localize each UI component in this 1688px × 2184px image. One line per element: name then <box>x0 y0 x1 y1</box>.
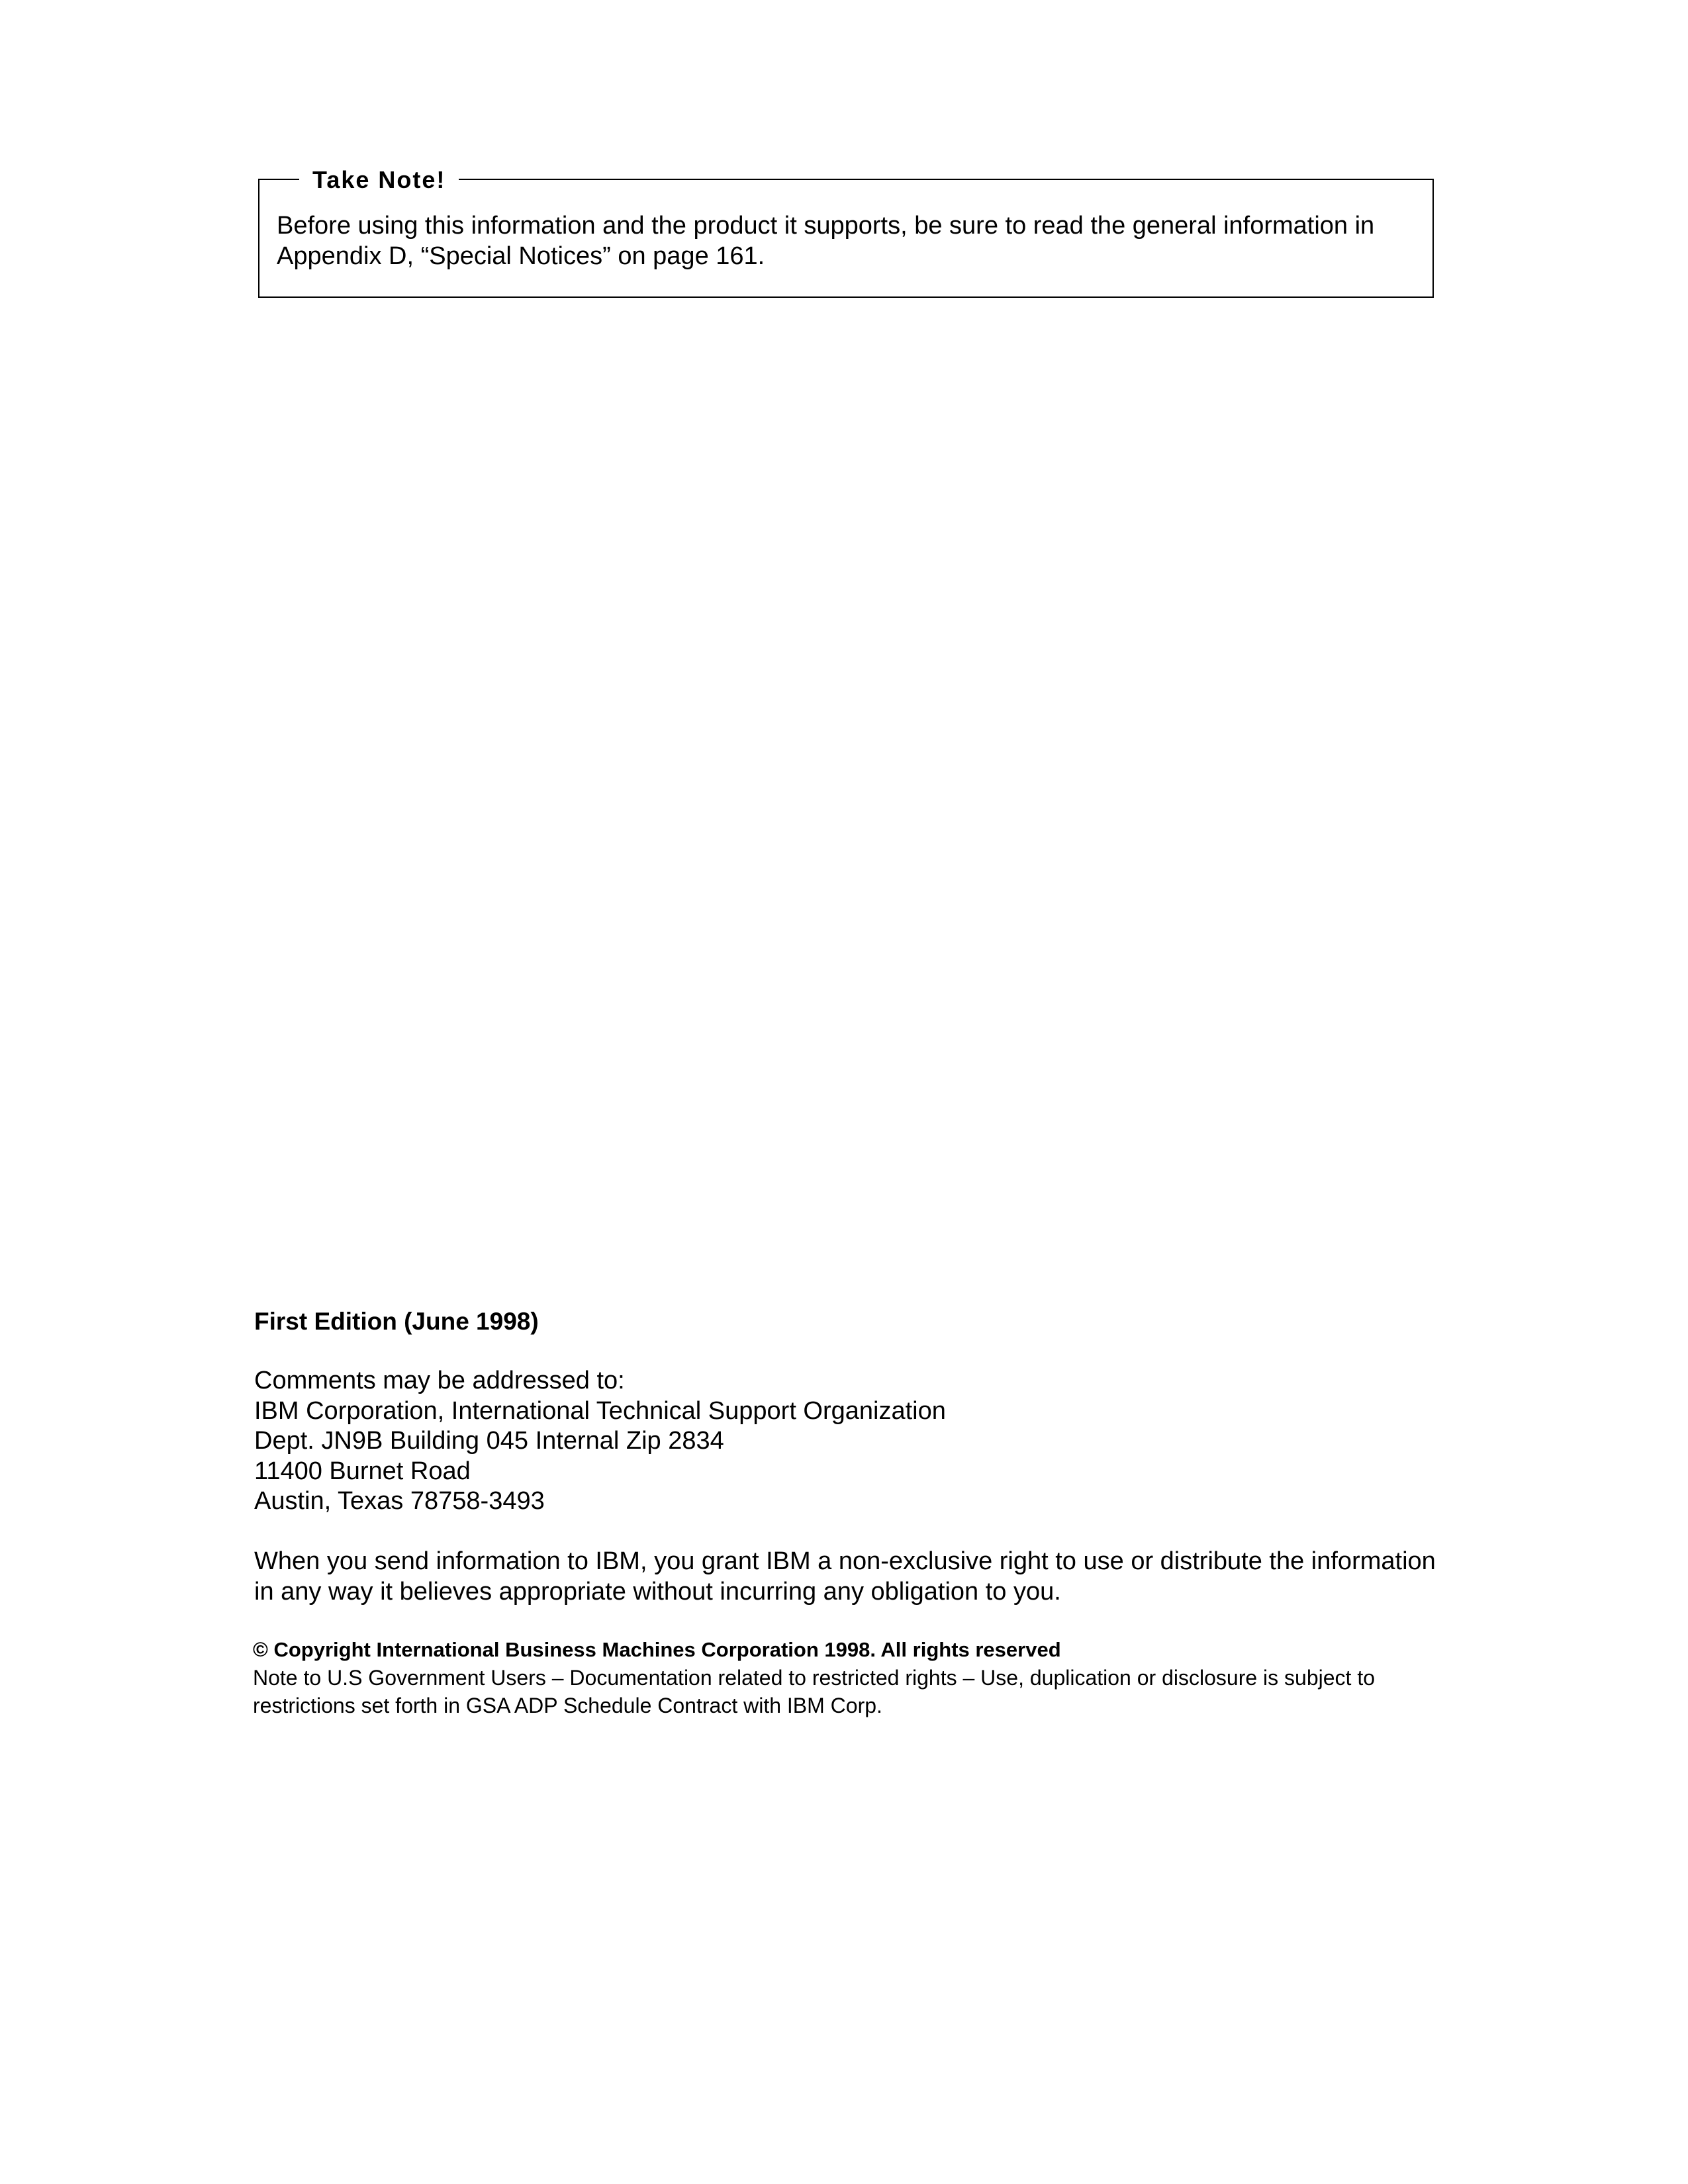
address-line-street: 11400 Burnet Road <box>254 1457 471 1485</box>
comments-address <box>254 1366 946 1517</box>
address-line-city: Austin, Texas 78758-3493 <box>254 1487 545 1515</box>
take-note-box <box>258 166 1434 298</box>
address-line-department: Dept. JN9B Building 045 Internal Zip 2834 <box>254 1427 724 1455</box>
edition-heading: First Edition (June 1998) <box>254 1308 539 1335</box>
copyright-notice: © Copyright International Business Machines Corporation 1998. All rights reserved <box>253 1638 1061 1661</box>
address-intro: Comments may be addressed to: <box>254 1367 625 1394</box>
address-line-organization: IBM Corporation, International Technical Support Organization <box>254 1396 946 1425</box>
government-users-note: Note to U.S Government Users – Documentation related to restricted rights – Use, duplication or disclosure is subject to restrictions set forth in GSA ADP Schedule Contract with IBM Corp. <box>253 1666 1375 1717</box>
grant-paragraph: When you send information to IBM, you grant IBM a non-exclusive right to use or distribute the information in any way it believes appropriate without incurring any obligation to you. <box>254 1547 1436 1606</box>
take-note-title: Take Note! <box>299 160 459 200</box>
take-note-text: Before using this information and the product it supports, be sure to read the general information in Appendix D, “Special Notices” on page 161. <box>277 212 1375 270</box>
